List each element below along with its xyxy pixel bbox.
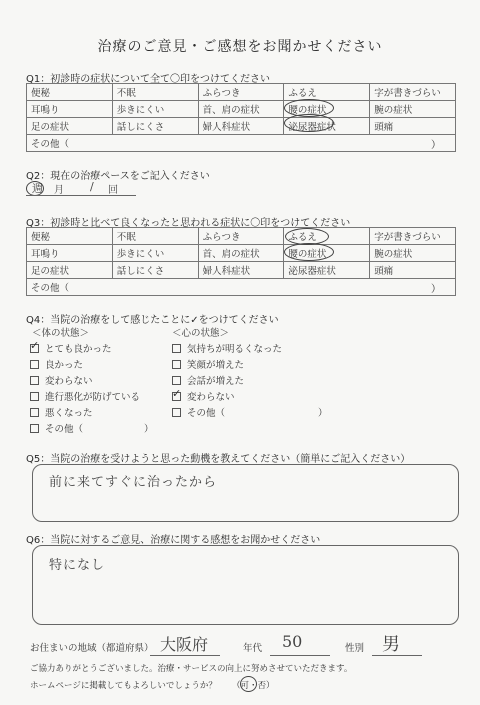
table-row: [27, 228, 456, 245]
q1-other-label: その他（: [31, 139, 70, 150]
checkbox[interactable]: [172, 408, 181, 417]
q1-cell[interactable]: 字が書きづらい: [370, 84, 456, 101]
table-row: [27, 279, 456, 296]
q1-cell[interactable]: 腰の症状: [284, 101, 370, 118]
q2-slash: /: [90, 180, 94, 193]
q4-body-option[interactable]: [30, 421, 83, 435]
q2-underline: [26, 195, 136, 196]
table-row: [27, 101, 456, 118]
option-label: 笑顔が増えた: [187, 360, 245, 371]
q3-cell[interactable]: 腰の症状: [284, 245, 370, 262]
q1-cell[interactable]: 便秘: [27, 84, 113, 101]
q2-week: 週: [32, 182, 43, 195]
q3-other-label: その他（: [31, 283, 70, 294]
checkbox[interactable]: [172, 387, 182, 401]
q1-cell[interactable]: 不眠: [112, 84, 198, 101]
consent-options[interactable]: （可・否）: [232, 681, 275, 691]
q2-times: 回: [108, 185, 118, 196]
q1-symptom-table: [26, 83, 456, 152]
q4-body-option[interactable]: [30, 389, 140, 403]
option-label: 気持ちが明るくなった: [187, 344, 283, 355]
q1-cell[interactable]: ふるえ: [284, 84, 370, 101]
q3-cell[interactable]: 足の症状: [27, 262, 113, 279]
q4-body-option[interactable]: [30, 405, 93, 419]
q3-cell[interactable]: 不眠: [112, 228, 198, 245]
age-label: 年代: [243, 643, 263, 654]
checkbox[interactable]: [172, 360, 181, 369]
check-mark-icon: ✓: [172, 387, 182, 400]
option-label: 進行悪化が防げている: [45, 392, 141, 403]
option-label: 変わらない: [187, 392, 235, 403]
q1-cell[interactable]: 婦人科症状: [198, 118, 284, 135]
q4-mind-heading: ＜心の状態＞: [172, 328, 230, 339]
homepage-question: ホームページに掲載してもよろしいでしょうか？: [30, 681, 217, 691]
option-label: 悪くなった: [45, 408, 93, 419]
hand-circle-mark: [284, 114, 334, 132]
q1-other-close: ）: [431, 140, 441, 151]
table-row: [27, 262, 456, 279]
checkbox[interactable]: [30, 360, 39, 369]
q3-cell[interactable]: 便秘: [27, 228, 113, 245]
age-underline: [270, 655, 330, 656]
q4-label: Q4：当院の治療をして感じたことに✓をつけてください: [26, 315, 279, 326]
q3-cell[interactable]: 歩きにくい: [112, 245, 198, 262]
q3-label: Q3：初診時と比べて良くなったと思われる症状に〇印をつけてください: [26, 218, 351, 229]
q1-cell[interactable]: 頭痛: [370, 118, 456, 135]
q4-mind-other-close: ）: [318, 408, 328, 419]
hand-circle-mark: [284, 243, 334, 261]
q1-other-cell[interactable]: [27, 135, 456, 152]
hand-circle-mark: [240, 676, 257, 692]
q1-cell[interactable]: 泌尿器症状: [284, 118, 370, 135]
q4-mind-option[interactable]: [172, 389, 235, 403]
q3-cell[interactable]: 耳鳴り: [27, 245, 113, 262]
checkbox[interactable]: [30, 376, 39, 385]
region-underline: [150, 655, 220, 656]
hand-circle-mark: [26, 181, 44, 196]
thanks-text: ご協力ありがとうございました。治療・サービスの向上に努めさせていただきます。: [30, 664, 353, 674]
q2-month: 月: [54, 185, 64, 196]
q1-cell[interactable]: 首、肩の症状: [198, 101, 284, 118]
q1-cell[interactable]: 耳鳴り: [27, 101, 113, 118]
checkbox[interactable]: [172, 376, 181, 385]
region-value[interactable]: 大阪府: [160, 635, 209, 654]
q4-body-option[interactable]: [30, 357, 83, 371]
q1-cell[interactable]: 足の症状: [27, 118, 113, 135]
q1-cell[interactable]: 歩きにくい: [112, 101, 198, 118]
q4-mind-option[interactable]: [172, 405, 225, 419]
q3-other-close: ）: [431, 284, 441, 295]
q4-body-heading: ＜体の状態＞: [32, 328, 90, 339]
gender-label: 性別: [345, 643, 365, 654]
q6-answer-text: 特になし: [49, 558, 106, 573]
q3-cell[interactable]: 腕の症状: [370, 245, 456, 262]
q5-label: Q5：当院の治療を受けようと思った動機を教えてください（簡単にご記入ください）: [26, 454, 411, 465]
check-mark-icon: ✓: [30, 339, 40, 352]
option-label: その他（: [45, 424, 84, 435]
checkbox[interactable]: [30, 392, 39, 401]
table-row: [27, 245, 456, 262]
q3-cell[interactable]: 字が書きづらい: [370, 228, 456, 245]
checkbox[interactable]: [30, 408, 39, 417]
table-row: [27, 84, 456, 101]
q4-mind-option[interactable]: [172, 341, 282, 355]
table-row: [27, 135, 456, 152]
q2-label: Q2：現在の治療ペースをご記入ください: [26, 171, 210, 182]
page-title: 治療のご意見・ご感想をお聞かせください: [97, 39, 383, 55]
q3-cell[interactable]: ふるえ: [284, 228, 370, 245]
q1-cell[interactable]: ふらつき: [198, 84, 284, 101]
q5-answer-text: 前に来てすぐに治ったから: [49, 475, 218, 490]
checkbox[interactable]: [30, 339, 40, 353]
q5-answer-box[interactable]: [32, 464, 459, 522]
gender-underline: [372, 655, 422, 656]
option-label: 良かった: [45, 360, 84, 371]
q3-symptom-table: [26, 227, 456, 296]
q4-mind-option[interactable]: [172, 357, 244, 371]
q1-label: Q1：初診時の症状について全て〇印をつけてください: [26, 74, 271, 85]
q6-label: Q6：当院に対するご意見、治療に関する感想をお聞かせください: [26, 535, 321, 546]
option-label: 変わらない: [45, 376, 93, 387]
q4-body-option[interactable]: [30, 373, 93, 387]
checkbox[interactable]: [30, 424, 39, 433]
q3-cell[interactable]: 頭痛: [370, 262, 456, 279]
q4-body-other-close: ）: [144, 424, 154, 435]
q3-cell[interactable]: 首、肩の症状: [198, 245, 284, 262]
gender-value[interactable]: 男: [382, 634, 400, 655]
q6-answer-box[interactable]: [32, 545, 459, 625]
checkbox[interactable]: [172, 344, 181, 353]
q3-cell[interactable]: 婦人科症状: [198, 262, 284, 279]
q3-cell[interactable]: 泌尿器症状: [284, 262, 370, 279]
q3-cell[interactable]: 話しにくさ: [112, 262, 198, 279]
option-label: とても良かった: [45, 344, 112, 355]
q3-other-cell[interactable]: [27, 279, 456, 296]
q3-cell[interactable]: ふらつき: [198, 228, 284, 245]
option-label: 会話が増えた: [187, 376, 245, 387]
q4-mind-option[interactable]: [172, 373, 244, 387]
region-label: お住まいの地域（都道府県）: [30, 643, 154, 654]
age-value[interactable]: 50: [282, 632, 303, 651]
q1-cell[interactable]: 話しにくさ: [112, 118, 198, 135]
q1-cell[interactable]: 腕の症状: [370, 101, 456, 118]
table-row: [27, 118, 456, 135]
option-label: その他（: [187, 408, 226, 419]
q4-body-option[interactable]: [30, 341, 112, 355]
